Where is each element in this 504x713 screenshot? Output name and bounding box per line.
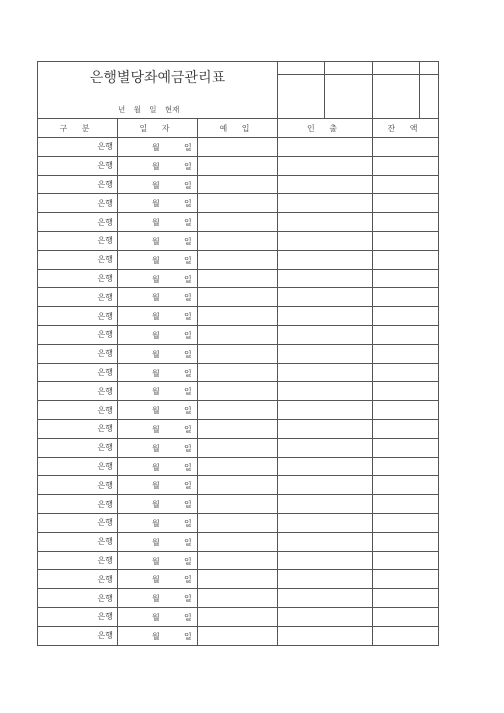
month-label: 월 xyxy=(152,293,160,303)
month-label: 월 xyxy=(152,500,160,510)
table-row xyxy=(38,213,439,232)
bank-cell[interactable] xyxy=(38,551,118,570)
ledger-table xyxy=(37,61,439,646)
withdrawal-cell[interactable] xyxy=(278,138,373,157)
day-label: 일 xyxy=(184,161,192,171)
day-label: 일 xyxy=(184,255,192,265)
table-row xyxy=(38,438,439,457)
withdrawal-cell[interactable] xyxy=(278,551,373,570)
date-cell[interactable] xyxy=(118,495,198,514)
table-row xyxy=(38,457,439,476)
day-label: 일 xyxy=(184,349,192,359)
withdrawal-cell[interactable] xyxy=(278,231,373,250)
withdrawal-cell[interactable] xyxy=(278,382,373,401)
bank-cell[interactable] xyxy=(38,570,118,589)
table-row xyxy=(38,476,439,495)
approval-sign-cell[interactable] xyxy=(420,75,439,119)
date-cell[interactable] xyxy=(118,363,198,382)
approval-label-cell[interactable] xyxy=(373,62,420,75)
balance-cell[interactable] xyxy=(373,213,439,232)
approval-label-cell[interactable] xyxy=(325,62,373,75)
bank-cell[interactable] xyxy=(38,307,118,326)
month-label: 월 xyxy=(152,368,160,378)
table-row xyxy=(38,532,439,551)
date-cell[interactable] xyxy=(118,438,198,457)
bank-label: 은행 xyxy=(97,424,113,434)
date-cell[interactable] xyxy=(118,476,198,495)
bank-label: 은행 xyxy=(97,461,113,471)
header-withdrawal: 인 출 xyxy=(278,119,373,138)
deposit-cell[interactable] xyxy=(198,438,278,457)
bank-label: 은행 xyxy=(97,518,113,528)
deposit-cell[interactable] xyxy=(198,288,278,307)
day-label: 일 xyxy=(184,406,192,416)
bank-cell[interactable] xyxy=(38,495,118,514)
bank-label: 은행 xyxy=(97,574,113,584)
bank-label: 은행 xyxy=(97,443,113,453)
date-cell[interactable] xyxy=(118,570,198,589)
ledger-sheet xyxy=(37,61,438,646)
month-label: 월 xyxy=(152,406,160,416)
date-cell[interactable] xyxy=(118,325,198,344)
balance-cell[interactable] xyxy=(373,325,439,344)
table-row xyxy=(38,589,439,608)
deposit-cell[interactable] xyxy=(198,532,278,551)
day-label: 일 xyxy=(184,312,192,322)
table-row xyxy=(38,231,439,250)
table-row xyxy=(38,175,439,194)
bank-label: 은행 xyxy=(97,161,113,171)
date-cell[interactable] xyxy=(118,513,198,532)
bank-cell[interactable] xyxy=(38,175,118,194)
bank-cell[interactable] xyxy=(38,194,118,213)
date-cell[interactable] xyxy=(118,250,198,269)
header-row xyxy=(38,119,439,138)
balance-cell[interactable] xyxy=(373,288,439,307)
month-label: 월 xyxy=(152,594,160,604)
deposit-cell[interactable] xyxy=(198,307,278,326)
table-row xyxy=(38,419,439,438)
deposit-cell[interactable] xyxy=(198,607,278,626)
table-row xyxy=(38,269,439,288)
bank-cell[interactable] xyxy=(38,382,118,401)
deposit-cell[interactable] xyxy=(198,156,278,175)
balance-cell[interactable] xyxy=(373,194,439,213)
month-label: 월 xyxy=(152,312,160,322)
date-cell[interactable] xyxy=(118,288,198,307)
day-label: 일 xyxy=(184,180,192,190)
balance-cell[interactable] xyxy=(373,307,439,326)
day-label: 일 xyxy=(184,537,192,547)
withdrawal-cell[interactable] xyxy=(278,175,373,194)
balance-cell[interactable] xyxy=(373,532,439,551)
day-label: 일 xyxy=(184,368,192,378)
table-row xyxy=(38,513,439,532)
bank-label: 은행 xyxy=(97,330,113,340)
month-label: 월 xyxy=(152,556,160,566)
balance-cell[interactable] xyxy=(373,344,439,363)
balance-cell[interactable] xyxy=(373,156,439,175)
bank-cell[interactable] xyxy=(38,288,118,307)
bank-label: 은행 xyxy=(97,273,113,283)
deposit-cell[interactable] xyxy=(198,269,278,288)
withdrawal-cell[interactable] xyxy=(278,156,373,175)
bank-label: 은행 xyxy=(97,480,113,490)
balance-cell[interactable] xyxy=(373,250,439,269)
deposit-cell[interactable] xyxy=(198,138,278,157)
withdrawal-cell[interactable] xyxy=(278,495,373,514)
date-cell[interactable] xyxy=(118,589,198,608)
month-label: 월 xyxy=(152,518,160,528)
day-label: 일 xyxy=(184,424,192,434)
bank-label: 은행 xyxy=(97,255,113,265)
day-label: 일 xyxy=(184,236,192,246)
bank-cell[interactable] xyxy=(38,138,118,157)
withdrawal-cell[interactable] xyxy=(278,401,373,420)
month-label: 월 xyxy=(152,199,160,209)
balance-cell[interactable] xyxy=(373,513,439,532)
header-deposit: 예 입 xyxy=(198,119,278,138)
header-date: 일 자 xyxy=(118,119,198,138)
deposit-cell[interactable] xyxy=(198,457,278,476)
balance-cell[interactable] xyxy=(373,269,439,288)
month-label: 월 xyxy=(152,631,160,641)
deposit-cell[interactable] xyxy=(198,231,278,250)
month-label: 월 xyxy=(152,180,160,190)
withdrawal-cell[interactable] xyxy=(278,194,373,213)
deposit-cell[interactable] xyxy=(198,551,278,570)
bank-label: 은행 xyxy=(97,292,113,302)
table-row xyxy=(38,250,439,269)
month-label: 월 xyxy=(152,424,160,434)
table-row xyxy=(38,344,439,363)
month-label: 월 xyxy=(152,236,160,246)
withdrawal-cell[interactable] xyxy=(278,288,373,307)
withdrawal-cell[interactable] xyxy=(278,532,373,551)
balance-cell[interactable] xyxy=(373,626,439,645)
balance-cell[interactable] xyxy=(373,419,439,438)
day-label: 일 xyxy=(184,518,192,528)
date-cell[interactable] xyxy=(118,532,198,551)
bank-label: 은행 xyxy=(97,499,113,509)
header-balance: 잔 액 xyxy=(373,119,439,138)
table-row xyxy=(38,401,439,420)
month-label: 월 xyxy=(152,443,160,453)
table-row xyxy=(38,194,439,213)
bank-label: 은행 xyxy=(97,142,113,152)
balance-cell[interactable] xyxy=(373,138,439,157)
balance-cell[interactable] xyxy=(373,363,439,382)
bank-cell[interactable] xyxy=(38,438,118,457)
bank-cell[interactable] xyxy=(38,325,118,344)
document-title: 은행별당좌예금관리표 xyxy=(89,70,226,86)
balance-cell[interactable] xyxy=(373,457,439,476)
balance-cell[interactable] xyxy=(373,476,439,495)
table-row xyxy=(38,495,439,514)
date-cell[interactable] xyxy=(118,551,198,570)
deposit-cell[interactable] xyxy=(198,213,278,232)
month-label: 월 xyxy=(152,161,160,171)
table-row xyxy=(38,570,439,589)
bank-cell[interactable] xyxy=(38,513,118,532)
bank-label: 은행 xyxy=(97,555,113,565)
deposit-cell[interactable] xyxy=(198,382,278,401)
table-row xyxy=(38,325,439,344)
day-label: 일 xyxy=(184,293,192,303)
bank-label: 은행 xyxy=(97,593,113,603)
date-cell[interactable] xyxy=(118,156,198,175)
withdrawal-cell[interactable] xyxy=(278,344,373,363)
deposit-cell[interactable] xyxy=(198,513,278,532)
balance-cell[interactable] xyxy=(373,175,439,194)
deposit-cell[interactable] xyxy=(198,325,278,344)
table-row xyxy=(38,363,439,382)
date-cell[interactable] xyxy=(118,344,198,363)
bank-label: 은행 xyxy=(97,386,113,396)
bank-cell[interactable] xyxy=(38,250,118,269)
balance-cell[interactable] xyxy=(373,551,439,570)
deposit-cell[interactable] xyxy=(198,250,278,269)
date-cell[interactable] xyxy=(118,213,198,232)
day-label: 일 xyxy=(184,594,192,604)
bank-label: 은행 xyxy=(97,311,113,321)
balance-cell[interactable] xyxy=(373,570,439,589)
balance-cell[interactable] xyxy=(373,438,439,457)
bank-cell[interactable] xyxy=(38,419,118,438)
deposit-cell[interactable] xyxy=(198,476,278,495)
month-label: 월 xyxy=(152,349,160,359)
withdrawal-cell[interactable] xyxy=(278,457,373,476)
month-label: 월 xyxy=(152,143,160,152)
table-row xyxy=(38,307,439,326)
day-label: 일 xyxy=(184,481,192,491)
month-label: 월 xyxy=(152,481,160,491)
deposit-cell[interactable] xyxy=(198,626,278,645)
balance-cell[interactable] xyxy=(373,495,439,514)
bank-label: 은행 xyxy=(97,537,113,547)
date-cell[interactable] xyxy=(118,138,198,157)
month-label: 월 xyxy=(152,274,160,284)
withdrawal-cell[interactable] xyxy=(278,570,373,589)
bank-cell[interactable] xyxy=(38,532,118,551)
day-label: 일 xyxy=(184,556,192,566)
date-cell[interactable] xyxy=(118,607,198,626)
deposit-cell[interactable] xyxy=(198,495,278,514)
day-label: 일 xyxy=(184,612,192,622)
month-label: 월 xyxy=(152,612,160,622)
day-label: 일 xyxy=(184,575,192,585)
bank-label: 은행 xyxy=(97,217,113,227)
balance-cell[interactable] xyxy=(373,607,439,626)
date-cell[interactable] xyxy=(118,457,198,476)
title-block xyxy=(38,62,278,119)
day-label: 일 xyxy=(184,330,192,340)
day-label: 일 xyxy=(184,218,192,228)
withdrawal-cell[interactable] xyxy=(278,363,373,382)
withdrawal-cell[interactable] xyxy=(278,513,373,532)
withdrawal-cell[interactable] xyxy=(278,626,373,645)
bank-label: 은행 xyxy=(97,405,113,415)
bank-label: 은행 xyxy=(97,198,113,208)
date-cell[interactable] xyxy=(118,231,198,250)
date-cell[interactable] xyxy=(118,269,198,288)
table-row xyxy=(38,551,439,570)
bank-label: 은행 xyxy=(97,631,113,641)
bank-label: 은행 xyxy=(97,236,113,246)
month-label: 월 xyxy=(152,575,160,585)
deposit-cell[interactable] xyxy=(198,175,278,194)
withdrawal-cell[interactable] xyxy=(278,476,373,495)
day-label: 일 xyxy=(184,143,192,152)
bank-cell[interactable] xyxy=(38,213,118,232)
date-cell[interactable] xyxy=(118,626,198,645)
deposit-cell[interactable] xyxy=(198,363,278,382)
day-label: 일 xyxy=(184,274,192,284)
balance-cell[interactable] xyxy=(373,589,439,608)
bank-cell[interactable] xyxy=(38,401,118,420)
date-cell[interactable] xyxy=(118,419,198,438)
day-label: 일 xyxy=(184,462,192,472)
bank-label: 은행 xyxy=(97,179,113,189)
withdrawal-cell[interactable] xyxy=(278,438,373,457)
bank-cell[interactable] xyxy=(38,156,118,175)
day-label: 일 xyxy=(184,631,192,641)
date-cell[interactable] xyxy=(118,401,198,420)
balance-cell[interactable] xyxy=(373,401,439,420)
withdrawal-cell[interactable] xyxy=(278,607,373,626)
bank-label: 은행 xyxy=(97,367,113,377)
month-label: 월 xyxy=(152,218,160,228)
day-label: 일 xyxy=(184,199,192,209)
approval-sign-cell[interactable] xyxy=(373,75,420,119)
table-row xyxy=(38,607,439,626)
deposit-cell[interactable] xyxy=(198,570,278,589)
bank-cell[interactable] xyxy=(38,476,118,495)
bank-label: 은행 xyxy=(97,349,113,359)
bank-cell[interactable] xyxy=(38,231,118,250)
balance-cell[interactable] xyxy=(373,382,439,401)
table-row xyxy=(38,288,439,307)
withdrawal-cell[interactable] xyxy=(278,250,373,269)
date-cell[interactable] xyxy=(118,307,198,326)
approval-label-cell[interactable] xyxy=(278,62,325,75)
table-row xyxy=(38,626,439,645)
date-cell[interactable] xyxy=(118,175,198,194)
deposit-cell[interactable] xyxy=(198,419,278,438)
deposit-cell[interactable] xyxy=(198,194,278,213)
withdrawal-cell[interactable] xyxy=(278,419,373,438)
bank-label: 은행 xyxy=(97,612,113,622)
table-row xyxy=(38,156,439,175)
month-label: 월 xyxy=(152,255,160,265)
day-label: 일 xyxy=(184,443,192,453)
as-of-date: 년 월 일 현재 xyxy=(118,105,180,114)
month-label: 월 xyxy=(152,387,160,397)
bank-cell[interactable] xyxy=(38,344,118,363)
bank-cell[interactable] xyxy=(38,363,118,382)
withdrawal-cell[interactable] xyxy=(278,325,373,344)
bank-cell[interactable] xyxy=(38,607,118,626)
withdrawal-cell[interactable] xyxy=(278,307,373,326)
withdrawal-cell[interactable] xyxy=(278,589,373,608)
month-label: 월 xyxy=(152,330,160,340)
bank-cell[interactable] xyxy=(38,589,118,608)
deposit-cell[interactable] xyxy=(198,401,278,420)
table-row xyxy=(38,382,439,401)
approval-label-cell[interactable] xyxy=(420,62,439,75)
deposit-cell[interactable] xyxy=(198,344,278,363)
date-cell[interactable] xyxy=(118,194,198,213)
table-row xyxy=(38,138,439,157)
month-label: 월 xyxy=(152,462,160,472)
approval-sign-cell[interactable] xyxy=(325,75,373,119)
withdrawal-cell[interactable] xyxy=(278,269,373,288)
bank-cell[interactable] xyxy=(38,269,118,288)
balance-cell[interactable] xyxy=(373,231,439,250)
approval-sign-cell[interactable] xyxy=(278,75,325,119)
bank-cell[interactable] xyxy=(38,457,118,476)
day-label: 일 xyxy=(184,387,192,397)
month-label: 월 xyxy=(152,537,160,547)
header-category: 구 분 xyxy=(38,119,118,138)
day-label: 일 xyxy=(184,500,192,510)
bank-cell[interactable] xyxy=(38,626,118,645)
withdrawal-cell[interactable] xyxy=(278,213,373,232)
date-cell[interactable] xyxy=(118,382,198,401)
deposit-cell[interactable] xyxy=(198,589,278,608)
